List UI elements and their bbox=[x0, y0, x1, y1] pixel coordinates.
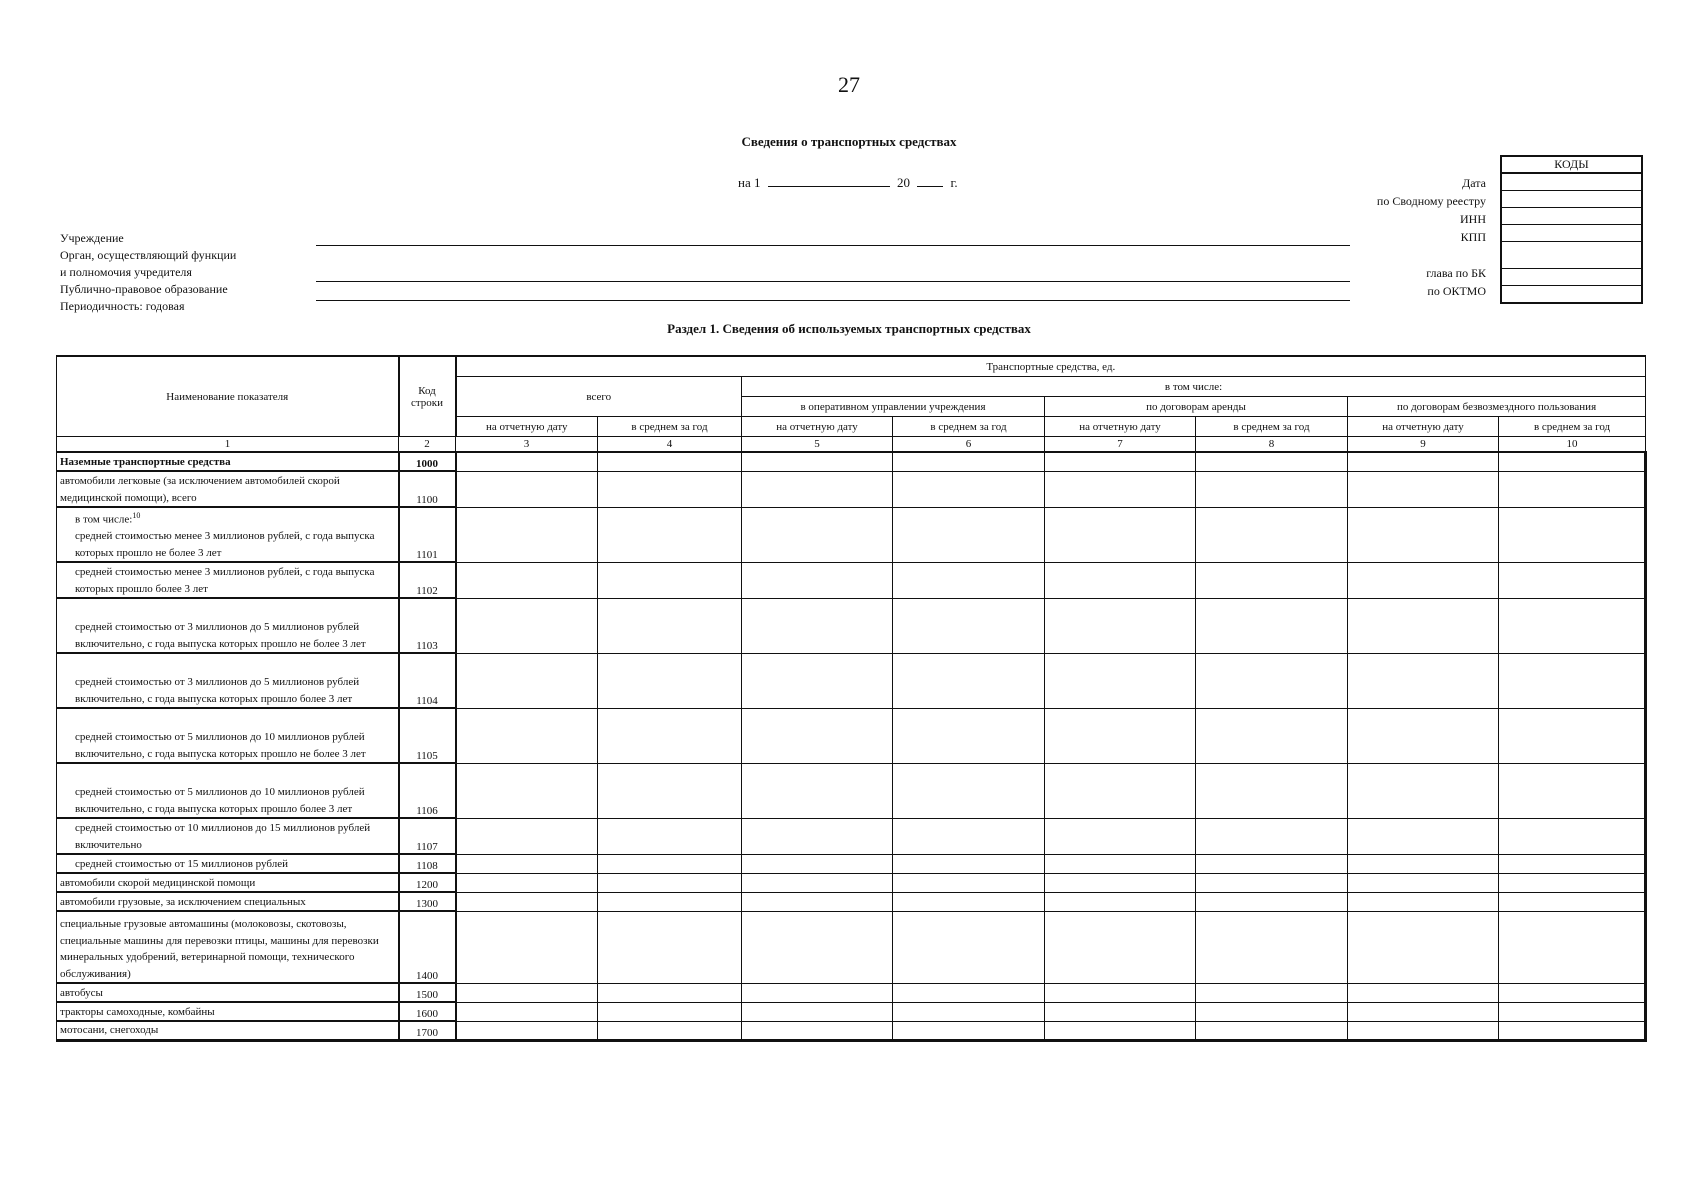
row-code: 1400 bbox=[399, 911, 456, 983]
data-cell[interactable] bbox=[1348, 452, 1499, 471]
data-cell[interactable] bbox=[1499, 452, 1646, 471]
data-cell[interactable] bbox=[1348, 562, 1499, 598]
data-cell[interactable] bbox=[1045, 983, 1196, 1002]
column-number: 3 bbox=[456, 437, 598, 453]
data-cell[interactable] bbox=[742, 983, 893, 1002]
at-date-header: на отчетную дату bbox=[1348, 417, 1499, 437]
data-cell[interactable] bbox=[456, 911, 598, 983]
row-name bbox=[57, 562, 399, 598]
data-cell[interactable] bbox=[456, 471, 598, 507]
row-code: 1106 bbox=[399, 763, 456, 818]
code-cell-inn[interactable] bbox=[1501, 208, 1642, 225]
data-cell[interactable] bbox=[1196, 708, 1348, 763]
data-cell[interactable] bbox=[598, 562, 742, 598]
data-cell[interactable] bbox=[1348, 854, 1499, 873]
table-row bbox=[57, 653, 1646, 708]
avg-year-header: в среднем за год bbox=[1499, 417, 1646, 437]
data-cell[interactable] bbox=[598, 763, 742, 818]
data-cell[interactable] bbox=[1499, 471, 1646, 507]
data-cell[interactable] bbox=[1348, 708, 1499, 763]
row-name-text: тракторы самоходные, комбайны bbox=[60, 1005, 215, 1018]
data-cell[interactable] bbox=[598, 471, 742, 507]
row-name bbox=[57, 1021, 399, 1040]
data-cell[interactable] bbox=[1045, 562, 1196, 598]
data-cell[interactable] bbox=[1348, 507, 1499, 562]
table-row bbox=[57, 763, 1646, 818]
code-cell-bk[interactable] bbox=[1501, 242, 1642, 269]
date-year-blank[interactable] bbox=[917, 174, 943, 187]
data-cell[interactable] bbox=[1348, 1021, 1499, 1040]
data-cell[interactable] bbox=[598, 854, 742, 873]
at-date-header: на отчетную дату bbox=[742, 417, 893, 437]
public-entity-input-line[interactable] bbox=[316, 300, 1350, 301]
row-name bbox=[57, 873, 399, 892]
section-title: Раздел 1. Сведения об используемых транспортных средствах bbox=[667, 321, 1031, 336]
data-cell[interactable] bbox=[598, 1021, 742, 1040]
data-cell[interactable] bbox=[893, 1021, 1045, 1040]
row-name bbox=[57, 653, 399, 708]
row-name-text: Наземные транспортные средства bbox=[60, 455, 231, 468]
data-cell[interactable] bbox=[742, 911, 893, 983]
code-cell-oktmo[interactable] bbox=[1501, 269, 1642, 286]
data-cell[interactable] bbox=[893, 708, 1045, 763]
data-cell[interactable] bbox=[1045, 708, 1196, 763]
org-label: Орган, осуществляющий функции bbox=[60, 248, 237, 262]
row-code: 1300 bbox=[399, 892, 456, 911]
code-label: ИНН bbox=[1460, 212, 1486, 226]
data-cell[interactable] bbox=[1045, 892, 1196, 911]
row-name bbox=[57, 763, 399, 818]
data-cell[interactable] bbox=[1348, 471, 1499, 507]
data-cell[interactable] bbox=[742, 818, 893, 854]
table-row bbox=[57, 471, 1646, 507]
data-cell[interactable] bbox=[742, 471, 893, 507]
data-cell[interactable] bbox=[742, 452, 893, 471]
data-cell[interactable] bbox=[893, 854, 1045, 873]
lease-header: по договорам аренды bbox=[1045, 397, 1348, 417]
data-cell[interactable] bbox=[893, 598, 1045, 653]
row-code: 1700 bbox=[399, 1021, 456, 1040]
row-name bbox=[57, 1002, 399, 1021]
org-label: Публично-правовое образование bbox=[60, 282, 228, 296]
at-date-header: на отчетную дату bbox=[456, 417, 598, 437]
column-number: 4 bbox=[598, 437, 742, 453]
data-cell[interactable] bbox=[598, 911, 742, 983]
data-cell[interactable] bbox=[1348, 598, 1499, 653]
data-cell[interactable] bbox=[1045, 854, 1196, 873]
data-cell[interactable] bbox=[893, 911, 1045, 983]
column-number: 5 bbox=[742, 437, 893, 453]
data-cell[interactable] bbox=[1196, 452, 1348, 471]
data-cell[interactable] bbox=[742, 1021, 893, 1040]
row-code: 1103 bbox=[399, 598, 456, 653]
data-cell[interactable] bbox=[456, 892, 598, 911]
at-date-header: на отчетную дату bbox=[1045, 417, 1196, 437]
data-cell[interactable] bbox=[598, 892, 742, 911]
data-cell[interactable] bbox=[598, 452, 742, 471]
data-cell[interactable] bbox=[1196, 471, 1348, 507]
code-label: по ОКТМО bbox=[1427, 284, 1486, 298]
table-row bbox=[57, 1002, 1646, 1021]
row-name bbox=[57, 892, 399, 911]
data-cell[interactable] bbox=[1499, 892, 1646, 911]
table-row bbox=[57, 708, 1646, 763]
data-cell[interactable] bbox=[742, 653, 893, 708]
row-name-text: мотосани, снегоходы bbox=[60, 1024, 159, 1037]
data-cell[interactable] bbox=[456, 598, 598, 653]
data-cell[interactable] bbox=[1348, 1002, 1499, 1021]
code-label: Дата bbox=[1462, 176, 1486, 190]
avg-year-header: в среднем за год bbox=[893, 417, 1045, 437]
row-code: 1104 bbox=[399, 653, 456, 708]
data-cell[interactable] bbox=[1045, 873, 1196, 892]
codes-header: КОДЫ bbox=[1501, 156, 1642, 173]
table-row bbox=[57, 854, 1646, 873]
data-cell[interactable] bbox=[1045, 818, 1196, 854]
code-label: глава по БК bbox=[1426, 266, 1486, 280]
data-cell[interactable] bbox=[456, 708, 598, 763]
org-label: Периодичность: годовая bbox=[60, 299, 185, 313]
data-cell[interactable] bbox=[893, 507, 1045, 562]
code-cell-date[interactable] bbox=[1501, 173, 1642, 191]
row-name bbox=[57, 598, 399, 653]
data-cell[interactable] bbox=[1348, 653, 1499, 708]
row-name bbox=[57, 983, 399, 1002]
data-cell[interactable] bbox=[1499, 1002, 1646, 1021]
row-name-text: средней стоимостью от 5 миллионов до 10 миллионов рублей включительно, с года выпуска которых прошло не более 3 лет bbox=[75, 731, 366, 760]
data-cell[interactable] bbox=[1045, 911, 1196, 983]
table-row bbox=[57, 873, 1646, 892]
vehicles-header: Транспортные средства, ед. bbox=[456, 356, 1646, 377]
data-cell[interactable] bbox=[742, 507, 893, 562]
data-cell[interactable] bbox=[1045, 763, 1196, 818]
data-cell[interactable] bbox=[893, 653, 1045, 708]
data-cell[interactable] bbox=[742, 708, 893, 763]
row-code: 1107 bbox=[399, 818, 456, 854]
row-name bbox=[57, 911, 399, 983]
row-prefix bbox=[75, 508, 395, 528]
code-label: КПП bbox=[1460, 230, 1486, 244]
row-code: 1600 bbox=[399, 1002, 456, 1021]
data-cell[interactable] bbox=[598, 1002, 742, 1021]
data-cell[interactable] bbox=[742, 1002, 893, 1021]
row-name-text: средней стоимостью от 15 миллионов рублей bbox=[75, 857, 288, 870]
row-name bbox=[57, 854, 399, 873]
data-cell[interactable] bbox=[893, 892, 1045, 911]
operative-header: в оперативном управлении учреждения bbox=[742, 397, 1045, 417]
table-row bbox=[57, 598, 1646, 653]
data-cell[interactable] bbox=[1196, 854, 1348, 873]
data-cell[interactable] bbox=[1499, 653, 1646, 708]
data-cell[interactable] bbox=[598, 983, 742, 1002]
date-prefix: на 1 bbox=[738, 175, 761, 190]
table-row bbox=[57, 452, 1646, 471]
data-cell[interactable] bbox=[1348, 763, 1499, 818]
data-cell[interactable] bbox=[456, 653, 598, 708]
data-cell[interactable] bbox=[598, 598, 742, 653]
data-cell[interactable] bbox=[456, 1021, 598, 1040]
date-day-month-blank[interactable] bbox=[768, 174, 890, 187]
data-cell[interactable] bbox=[1045, 507, 1196, 562]
data-cell[interactable] bbox=[1045, 1002, 1196, 1021]
row-name-text: автомобили скорой медицинской помощи bbox=[60, 876, 256, 889]
data-cell[interactable] bbox=[742, 873, 893, 892]
data-cell[interactable] bbox=[598, 708, 742, 763]
column-number: 7 bbox=[1045, 437, 1196, 453]
row-name bbox=[57, 818, 399, 854]
data-cell[interactable] bbox=[1499, 708, 1646, 763]
row-code: 1105 bbox=[399, 708, 456, 763]
row-name-text: средней стоимостью от 3 миллионов до 5 миллионов рублей включительно, с года выпуска которых прошло не более 3 лет bbox=[75, 621, 366, 650]
data-cell[interactable] bbox=[1196, 507, 1348, 562]
data-cell[interactable] bbox=[598, 507, 742, 562]
data-cell[interactable] bbox=[1045, 471, 1196, 507]
row-code: 1101 bbox=[399, 507, 456, 562]
data-cell[interactable] bbox=[1196, 983, 1348, 1002]
codes-box bbox=[1500, 155, 1643, 304]
row-name bbox=[57, 471, 399, 507]
row-name-text: средней стоимостью от 5 миллионов до 10 миллионов рублей включительно, с года выпуска которых прошло более 3 лет bbox=[75, 786, 365, 815]
data-cell[interactable] bbox=[456, 763, 598, 818]
data-cell[interactable] bbox=[1499, 818, 1646, 854]
row-code: 1100 bbox=[399, 471, 456, 507]
name-column-header: Наименование показателя bbox=[57, 356, 399, 437]
column-number: 6 bbox=[893, 437, 1045, 453]
data-cell[interactable] bbox=[1348, 818, 1499, 854]
code-label: по Сводному реестру bbox=[1376, 194, 1486, 208]
data-cell[interactable] bbox=[598, 818, 742, 854]
data-cell[interactable] bbox=[893, 763, 1045, 818]
column-number: 2 bbox=[399, 437, 456, 453]
data-cell[interactable] bbox=[1196, 1002, 1348, 1021]
data-cell[interactable] bbox=[1196, 1021, 1348, 1040]
data-cell[interactable] bbox=[456, 562, 598, 598]
table-row bbox=[57, 892, 1646, 911]
data-cell[interactable] bbox=[742, 763, 893, 818]
row-name-text: автомобили легковые (за исключением автомобилей скорой медицинской помощи), всего bbox=[60, 475, 340, 504]
column-number: 8 bbox=[1196, 437, 1348, 453]
row-name-text: средней стоимостью от 3 миллионов до 5 миллионов рублей включительно, с года выпуска которых прошло более 3 лет bbox=[75, 676, 360, 705]
data-cell[interactable] bbox=[598, 653, 742, 708]
data-cell[interactable] bbox=[1499, 983, 1646, 1002]
data-cell[interactable] bbox=[1196, 598, 1348, 653]
code-cell-extra[interactable] bbox=[1501, 286, 1642, 304]
founder-input-line[interactable] bbox=[316, 281, 1350, 282]
row-code: 1200 bbox=[399, 873, 456, 892]
code-cell-kpp[interactable] bbox=[1501, 225, 1642, 242]
data-cell[interactable] bbox=[598, 873, 742, 892]
date-suffix: г. bbox=[950, 175, 958, 190]
data-cell[interactable] bbox=[456, 818, 598, 854]
table-row bbox=[57, 911, 1646, 983]
data-cell[interactable] bbox=[893, 471, 1045, 507]
page-number: 27 bbox=[838, 72, 860, 97]
data-cell[interactable] bbox=[893, 452, 1045, 471]
data-cell[interactable] bbox=[1499, 1021, 1646, 1040]
including-header: в том числе: bbox=[742, 377, 1646, 397]
row-code: 1108 bbox=[399, 854, 456, 873]
data-cell[interactable] bbox=[1499, 854, 1646, 873]
data-cell[interactable] bbox=[742, 598, 893, 653]
data-cell[interactable] bbox=[1196, 653, 1348, 708]
total-header: всего bbox=[456, 377, 742, 417]
row-name bbox=[57, 452, 399, 471]
data-cell[interactable] bbox=[1196, 562, 1348, 598]
data-cell[interactable] bbox=[456, 507, 598, 562]
data-cell[interactable] bbox=[1045, 1021, 1196, 1040]
data-cell[interactable] bbox=[742, 854, 893, 873]
column-number: 10 bbox=[1499, 437, 1646, 453]
data-cell[interactable] bbox=[1196, 873, 1348, 892]
code-column-header: Код строки bbox=[399, 356, 456, 437]
data-cell[interactable] bbox=[742, 892, 893, 911]
code-cell-register[interactable] bbox=[1501, 191, 1642, 208]
data-cell[interactable] bbox=[742, 562, 893, 598]
data-cell[interactable] bbox=[1499, 562, 1646, 598]
data-cell[interactable] bbox=[893, 983, 1045, 1002]
data-cell[interactable] bbox=[1045, 653, 1196, 708]
row-name-text: средней стоимостью менее 3 миллионов рублей, с года выпуска которых прошло более 3 лет bbox=[75, 566, 375, 595]
data-cell[interactable] bbox=[1196, 892, 1348, 911]
org-label: Учреждение bbox=[60, 231, 124, 245]
table-row bbox=[57, 818, 1646, 854]
data-cell[interactable] bbox=[1348, 911, 1499, 983]
data-cell[interactable] bbox=[1196, 763, 1348, 818]
row-name-text: средней стоимостью менее 3 миллионов рублей, с года выпуска которых прошло не более 3 лет bbox=[75, 530, 375, 559]
row-name-text: специальные грузовые автомашины (молоковозы, скотовозы, специальные машины для перевозки птицы, машины для перевозки минеральных удобрений, ветеринарной помощи, технического обслуживания) bbox=[60, 918, 379, 980]
data-cell[interactable] bbox=[1499, 763, 1646, 818]
data-cell[interactable] bbox=[456, 452, 598, 471]
table-row bbox=[57, 562, 1646, 598]
data-cell[interactable] bbox=[1196, 911, 1348, 983]
document-title: Сведения о транспортных средствах bbox=[741, 134, 957, 149]
data-cell[interactable] bbox=[1348, 983, 1499, 1002]
data-cell[interactable] bbox=[456, 873, 598, 892]
row-name-text: автобусы bbox=[60, 986, 103, 999]
data-cell[interactable] bbox=[456, 854, 598, 873]
institution-input-line[interactable] bbox=[316, 245, 1350, 246]
column-number: 1 bbox=[57, 437, 399, 453]
data-cell[interactable] bbox=[1499, 911, 1646, 983]
data-cell[interactable] bbox=[1499, 598, 1646, 653]
data-cell[interactable] bbox=[1045, 452, 1196, 471]
data-cell[interactable] bbox=[1348, 873, 1499, 892]
row-name bbox=[57, 507, 399, 562]
transport-table bbox=[56, 355, 1647, 1042]
avg-year-header: в среднем за год bbox=[598, 417, 742, 437]
date-year-prefix: 20 bbox=[896, 175, 910, 190]
row-code: 1000 bbox=[399, 452, 456, 471]
data-cell[interactable] bbox=[893, 818, 1045, 854]
row-name bbox=[57, 708, 399, 763]
column-number: 9 bbox=[1348, 437, 1499, 453]
row-name-text: автомобили грузовые, за исключением специальных bbox=[60, 895, 306, 908]
data-cell[interactable] bbox=[456, 983, 598, 1002]
row-prefix-text: в том числе: bbox=[75, 513, 133, 526]
data-cell[interactable] bbox=[456, 1002, 598, 1021]
data-cell[interactable] bbox=[893, 1002, 1045, 1021]
data-cell[interactable] bbox=[1499, 507, 1646, 562]
data-cell[interactable] bbox=[893, 562, 1045, 598]
table-row bbox=[57, 983, 1646, 1002]
data-cell[interactable] bbox=[1499, 873, 1646, 892]
table-row bbox=[57, 507, 1646, 562]
table-row bbox=[57, 1021, 1646, 1040]
data-cell[interactable] bbox=[893, 873, 1045, 892]
avg-year-header: в среднем за год bbox=[1196, 417, 1348, 437]
row-code: 1500 bbox=[399, 983, 456, 1002]
data-cell[interactable] bbox=[1196, 818, 1348, 854]
data-cell[interactable] bbox=[1348, 892, 1499, 911]
organization-labels bbox=[60, 230, 236, 315]
row-name-text: средней стоимостью от 10 миллионов до 15 миллионов рублей включительно bbox=[75, 822, 371, 851]
footnote-mark: 10 bbox=[132, 511, 141, 520]
report-date-line bbox=[738, 174, 958, 191]
data-cell[interactable] bbox=[1045, 598, 1196, 653]
free-use-header: по договорам безвозмездного пользования bbox=[1348, 397, 1646, 417]
org-label: и полномочия учредителя bbox=[60, 265, 192, 279]
row-code: 1102 bbox=[399, 562, 456, 598]
